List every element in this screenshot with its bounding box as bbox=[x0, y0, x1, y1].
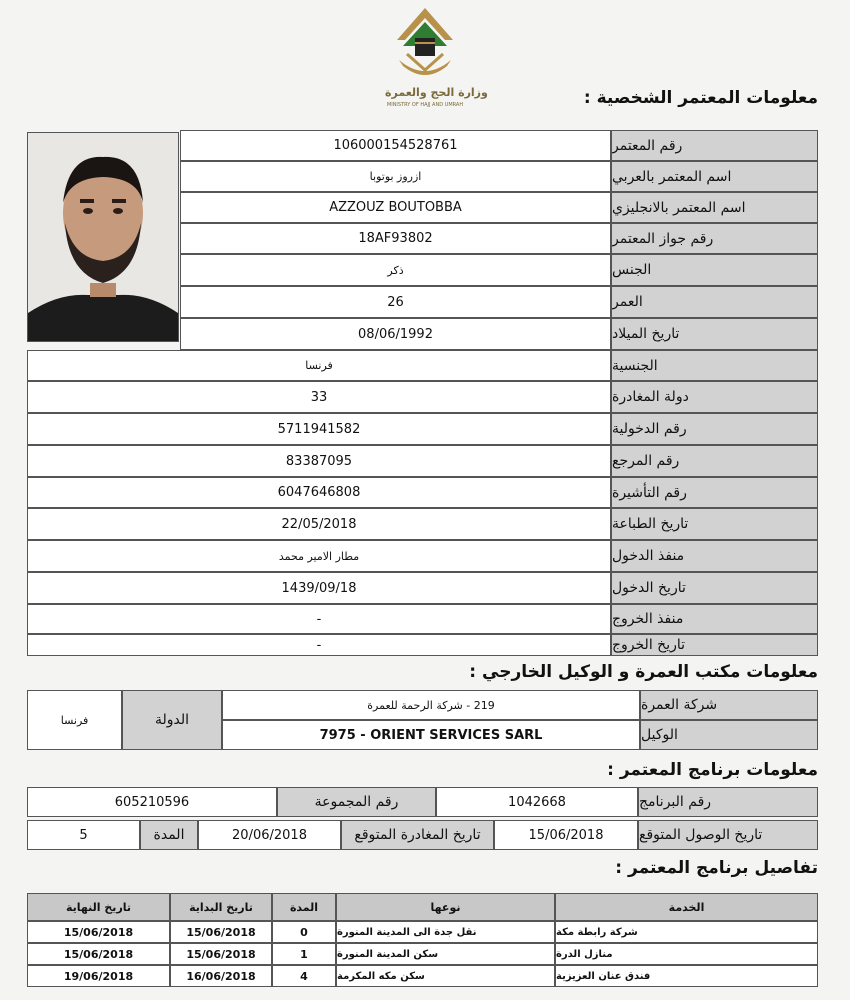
field-label: تاريخ الميلاد bbox=[611, 318, 818, 350]
field-label: الجنس bbox=[611, 254, 818, 286]
field-label: اسم المعتمر بالعربي bbox=[611, 161, 818, 192]
field-value: 08/06/1992 bbox=[180, 318, 611, 350]
field-value: AZZOUZ BOUTOBBA bbox=[180, 192, 611, 223]
field-value: ازروز بوتوبا bbox=[180, 161, 611, 192]
start-date-cell: 15/06/2018 bbox=[170, 921, 272, 943]
program-info-title: معلومات برنامج المعتمر : bbox=[607, 760, 818, 780]
end-date-cell: 15/06/2018 bbox=[27, 943, 170, 965]
field-value: ذكر bbox=[180, 254, 611, 286]
end-date-cell: 15/06/2018 bbox=[27, 921, 170, 943]
company-label: شركة العمرة bbox=[640, 690, 818, 720]
type-cell: نقل جدة الى المدينة المنورة bbox=[336, 921, 555, 943]
field-label: رقم التأشيرة bbox=[611, 477, 818, 508]
field-value: - bbox=[27, 634, 611, 656]
field-value: 83387095 bbox=[27, 445, 611, 477]
country-label: الدولة bbox=[122, 690, 222, 750]
kaaba-emblem-icon bbox=[385, 4, 465, 86]
start-date-cell: 15/06/2018 bbox=[170, 943, 272, 965]
duration-label: المدة bbox=[140, 820, 198, 850]
group-number-label: رقم المجموعة bbox=[277, 787, 436, 817]
duration-cell: 1 bbox=[272, 943, 336, 965]
ministry-name-en: MINISTRY OF HAJJ AND UMRAH bbox=[386, 102, 464, 108]
duration-value: 5 bbox=[27, 820, 140, 850]
service-cell: شركة رابطة مكة bbox=[555, 921, 818, 943]
pilgrim-photo bbox=[27, 132, 179, 342]
duration-cell: 0 bbox=[272, 921, 336, 943]
field-value: 6047646808 bbox=[27, 477, 611, 508]
field-value: 5711941582 bbox=[27, 413, 611, 445]
header-start-date: تاريخ البداية bbox=[170, 893, 272, 921]
field-value: 1439/09/18 bbox=[27, 572, 611, 604]
field-value: - bbox=[27, 604, 611, 634]
person-photo-icon bbox=[28, 133, 178, 341]
service-cell: فندق عنان العزيزية bbox=[555, 965, 818, 987]
expected-arrival-label: تاريخ الوصول المتوقع bbox=[638, 820, 818, 850]
field-value: 22/05/2018 bbox=[27, 508, 611, 540]
field-label: منفذ الخروج bbox=[611, 604, 818, 634]
field-label: تاريخ الخروج bbox=[611, 634, 818, 656]
field-label: الجنسية bbox=[611, 350, 818, 381]
company-value: 219 - شركة الرحمة للعمرة bbox=[222, 690, 640, 720]
country-value: فرنسا bbox=[27, 690, 122, 750]
type-cell: سكن المدينة المنورة bbox=[336, 943, 555, 965]
expected-arrival-value: 15/06/2018 bbox=[494, 820, 638, 850]
field-label: العمر bbox=[611, 286, 818, 318]
field-label: رقم جواز المعتمر bbox=[611, 223, 818, 254]
program-details-title: تفاصيل برنامج المعتمر : bbox=[615, 858, 818, 878]
agent-value: 7975 - ORIENT SERVICES SARL bbox=[222, 720, 640, 750]
field-value: مطار الامير محمد bbox=[27, 540, 611, 572]
field-label: تاريخ الدخول bbox=[611, 572, 818, 604]
agent-label: الوكيل bbox=[640, 720, 818, 750]
expected-departure-value: 20/06/2018 bbox=[198, 820, 341, 850]
field-label: اسم المعتمر بالانجليزي bbox=[611, 192, 818, 223]
ministry-logo bbox=[385, 4, 488, 116]
field-value: 106000154528761 bbox=[180, 130, 611, 161]
program-number-value: 1042668 bbox=[436, 787, 638, 817]
group-number-value: 605210596 bbox=[27, 787, 277, 817]
header-end-date: تاريخ النهاية bbox=[27, 893, 170, 921]
field-label: تاريخ الطباعة bbox=[611, 508, 818, 540]
end-date-cell: 19/06/2018 bbox=[27, 965, 170, 987]
header-type: نوعها bbox=[336, 893, 555, 921]
program-number-label: رقم البرنامج bbox=[638, 787, 818, 817]
field-label: منفذ الدخول bbox=[611, 540, 818, 572]
service-cell: منازل الدرة bbox=[555, 943, 818, 965]
field-label: رقم الدخولية bbox=[611, 413, 818, 445]
duration-cell: 4 bbox=[272, 965, 336, 987]
field-label: رقم المعتمر bbox=[611, 130, 818, 161]
field-label: دولة المغادرة bbox=[611, 381, 818, 413]
field-value: 33 bbox=[27, 381, 611, 413]
field-value: فرنسا bbox=[27, 350, 611, 381]
field-label: رقم المرجع bbox=[611, 445, 818, 477]
office-info-title: معلومات مكتب العمرة و الوكيل الخارجي : bbox=[469, 662, 818, 682]
expected-departure-label: تاريخ المغادرة المتوقع bbox=[341, 820, 494, 850]
type-cell: سكن مكه المكرمة bbox=[336, 965, 555, 987]
ministry-name-ar: وزارة الحج والعمرة bbox=[385, 86, 488, 99]
personal-info-title: معلومات المعتمر الشخصية : bbox=[583, 88, 818, 108]
start-date-cell: 16/06/2018 bbox=[170, 965, 272, 987]
field-value: 18AF93802 bbox=[180, 223, 611, 254]
field-value: 26 bbox=[180, 286, 611, 318]
header-duration: المدة bbox=[272, 893, 336, 921]
header-service: الخدمة bbox=[555, 893, 818, 921]
